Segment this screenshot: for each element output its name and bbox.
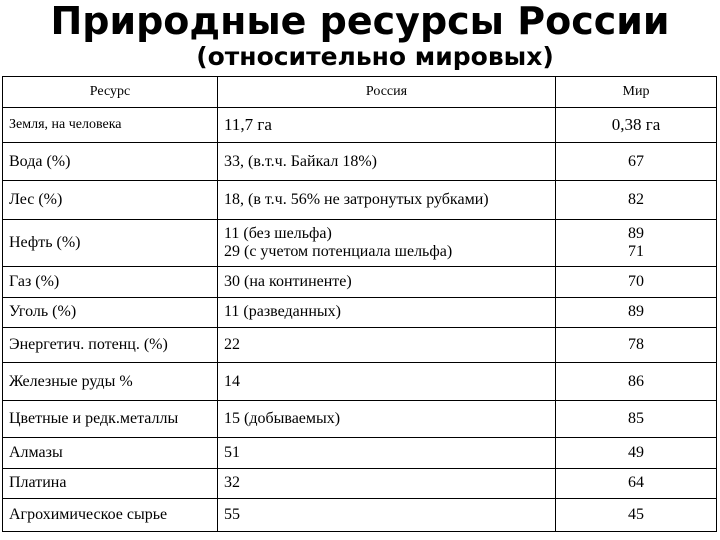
cell-world — [556, 297, 717, 328]
table-row — [3, 142, 717, 181]
cell-russia-line: 15 (добываемых) — [224, 410, 341, 428]
table-row — [3, 181, 717, 220]
cell-russia-line: 29 (с учетом потенциала шельфа) — [224, 243, 453, 261]
cell-resource: Газ (%) — [3, 266, 218, 297]
cell-world — [556, 401, 717, 438]
cell-world-line: 49 — [628, 443, 644, 461]
page-subtitle: (относительно мировых) — [196, 42, 554, 71]
cell-russia — [218, 297, 556, 328]
cell-world — [556, 142, 717, 181]
cell-world-line: 78 — [628, 335, 644, 353]
cell-world-line: 0,38 га — [611, 114, 661, 134]
cell-world — [556, 362, 717, 401]
header-russia: Россия — [218, 77, 556, 108]
cell-world-line: 67 — [628, 152, 644, 170]
page-title: Природные ресурсы России — [50, 0, 670, 43]
cell-world — [556, 468, 717, 499]
cell-world — [556, 108, 717, 143]
cell-russia-line: 11,7 га — [224, 114, 272, 134]
cell-world — [556, 181, 717, 220]
table-row — [3, 499, 717, 532]
table-row — [3, 108, 717, 143]
cell-russia — [218, 362, 556, 401]
table-row — [3, 328, 717, 363]
cell-world-line: 89 — [628, 225, 644, 243]
cell-russia-line: 32 — [224, 474, 240, 492]
cell-world-line: 71 — [628, 243, 644, 261]
cell-russia — [218, 328, 556, 363]
cell-resource: Цветные и редк.металлы — [3, 401, 218, 438]
cell-russia — [218, 142, 556, 181]
cell-russia-line: 11 (без шельфа) — [224, 225, 332, 243]
cell-russia — [218, 266, 556, 297]
cell-russia-line: 22 — [224, 335, 240, 353]
cell-russia-line: 14 — [224, 372, 240, 390]
cell-russia — [218, 181, 556, 220]
table-row — [3, 438, 717, 469]
cell-resource: Железные руды % — [3, 362, 218, 401]
table-row — [3, 468, 717, 499]
cell-russia — [218, 468, 556, 499]
cell-resource: Вода (%) — [3, 142, 218, 181]
header-resource: Ресурс — [3, 77, 218, 108]
cell-russia — [218, 220, 556, 267]
cell-world-line: 70 — [628, 272, 644, 290]
header-world: Мир — [556, 77, 717, 108]
cell-world — [556, 438, 717, 469]
cell-world — [556, 328, 717, 363]
cell-russia-line: 11 (разведанных) — [224, 303, 341, 321]
cell-resource: Энергетич. потенц. (%) — [3, 328, 218, 363]
cell-world-line: 64 — [628, 474, 644, 492]
cell-resource: Алмазы — [3, 438, 218, 469]
table-row — [3, 297, 717, 328]
cell-world-line: 45 — [628, 506, 644, 524]
table-row — [3, 401, 717, 438]
table-row — [3, 362, 717, 401]
cell-resource: Нефть (%) — [3, 220, 218, 267]
cell-resource: Уголь (%) — [3, 297, 218, 328]
cell-resource: Платина — [3, 468, 218, 499]
table-row — [3, 266, 717, 297]
cell-world-line: 86 — [628, 372, 644, 390]
cell-russia-line: 33, (в.т.ч. Байкал 18%) — [224, 152, 377, 170]
cell-resource: Земля, на человека — [3, 108, 218, 143]
cell-world — [556, 499, 717, 532]
cell-russia — [218, 401, 556, 438]
cell-russia — [218, 438, 556, 469]
table-row — [3, 220, 717, 267]
cell-world-line: 85 — [628, 410, 644, 428]
cell-world — [556, 266, 717, 297]
cell-russia-line: 30 (на континенте) — [224, 272, 352, 290]
cell-russia — [218, 108, 556, 143]
cell-russia — [218, 499, 556, 532]
cell-russia-line: 51 — [224, 443, 240, 461]
cell-resource: Лес (%) — [3, 181, 218, 220]
cell-world-line: 89 — [628, 303, 644, 321]
cell-russia-line: 55 — [224, 506, 240, 524]
resources-table — [2, 76, 717, 532]
cell-world — [556, 220, 717, 267]
table-header-row — [3, 77, 717, 108]
cell-world-line: 82 — [628, 191, 644, 209]
cell-russia-line: 18, (в т.ч. 56% не затронутых рубками) — [224, 191, 489, 209]
cell-resource: Агрохимическое сырье — [3, 499, 218, 532]
